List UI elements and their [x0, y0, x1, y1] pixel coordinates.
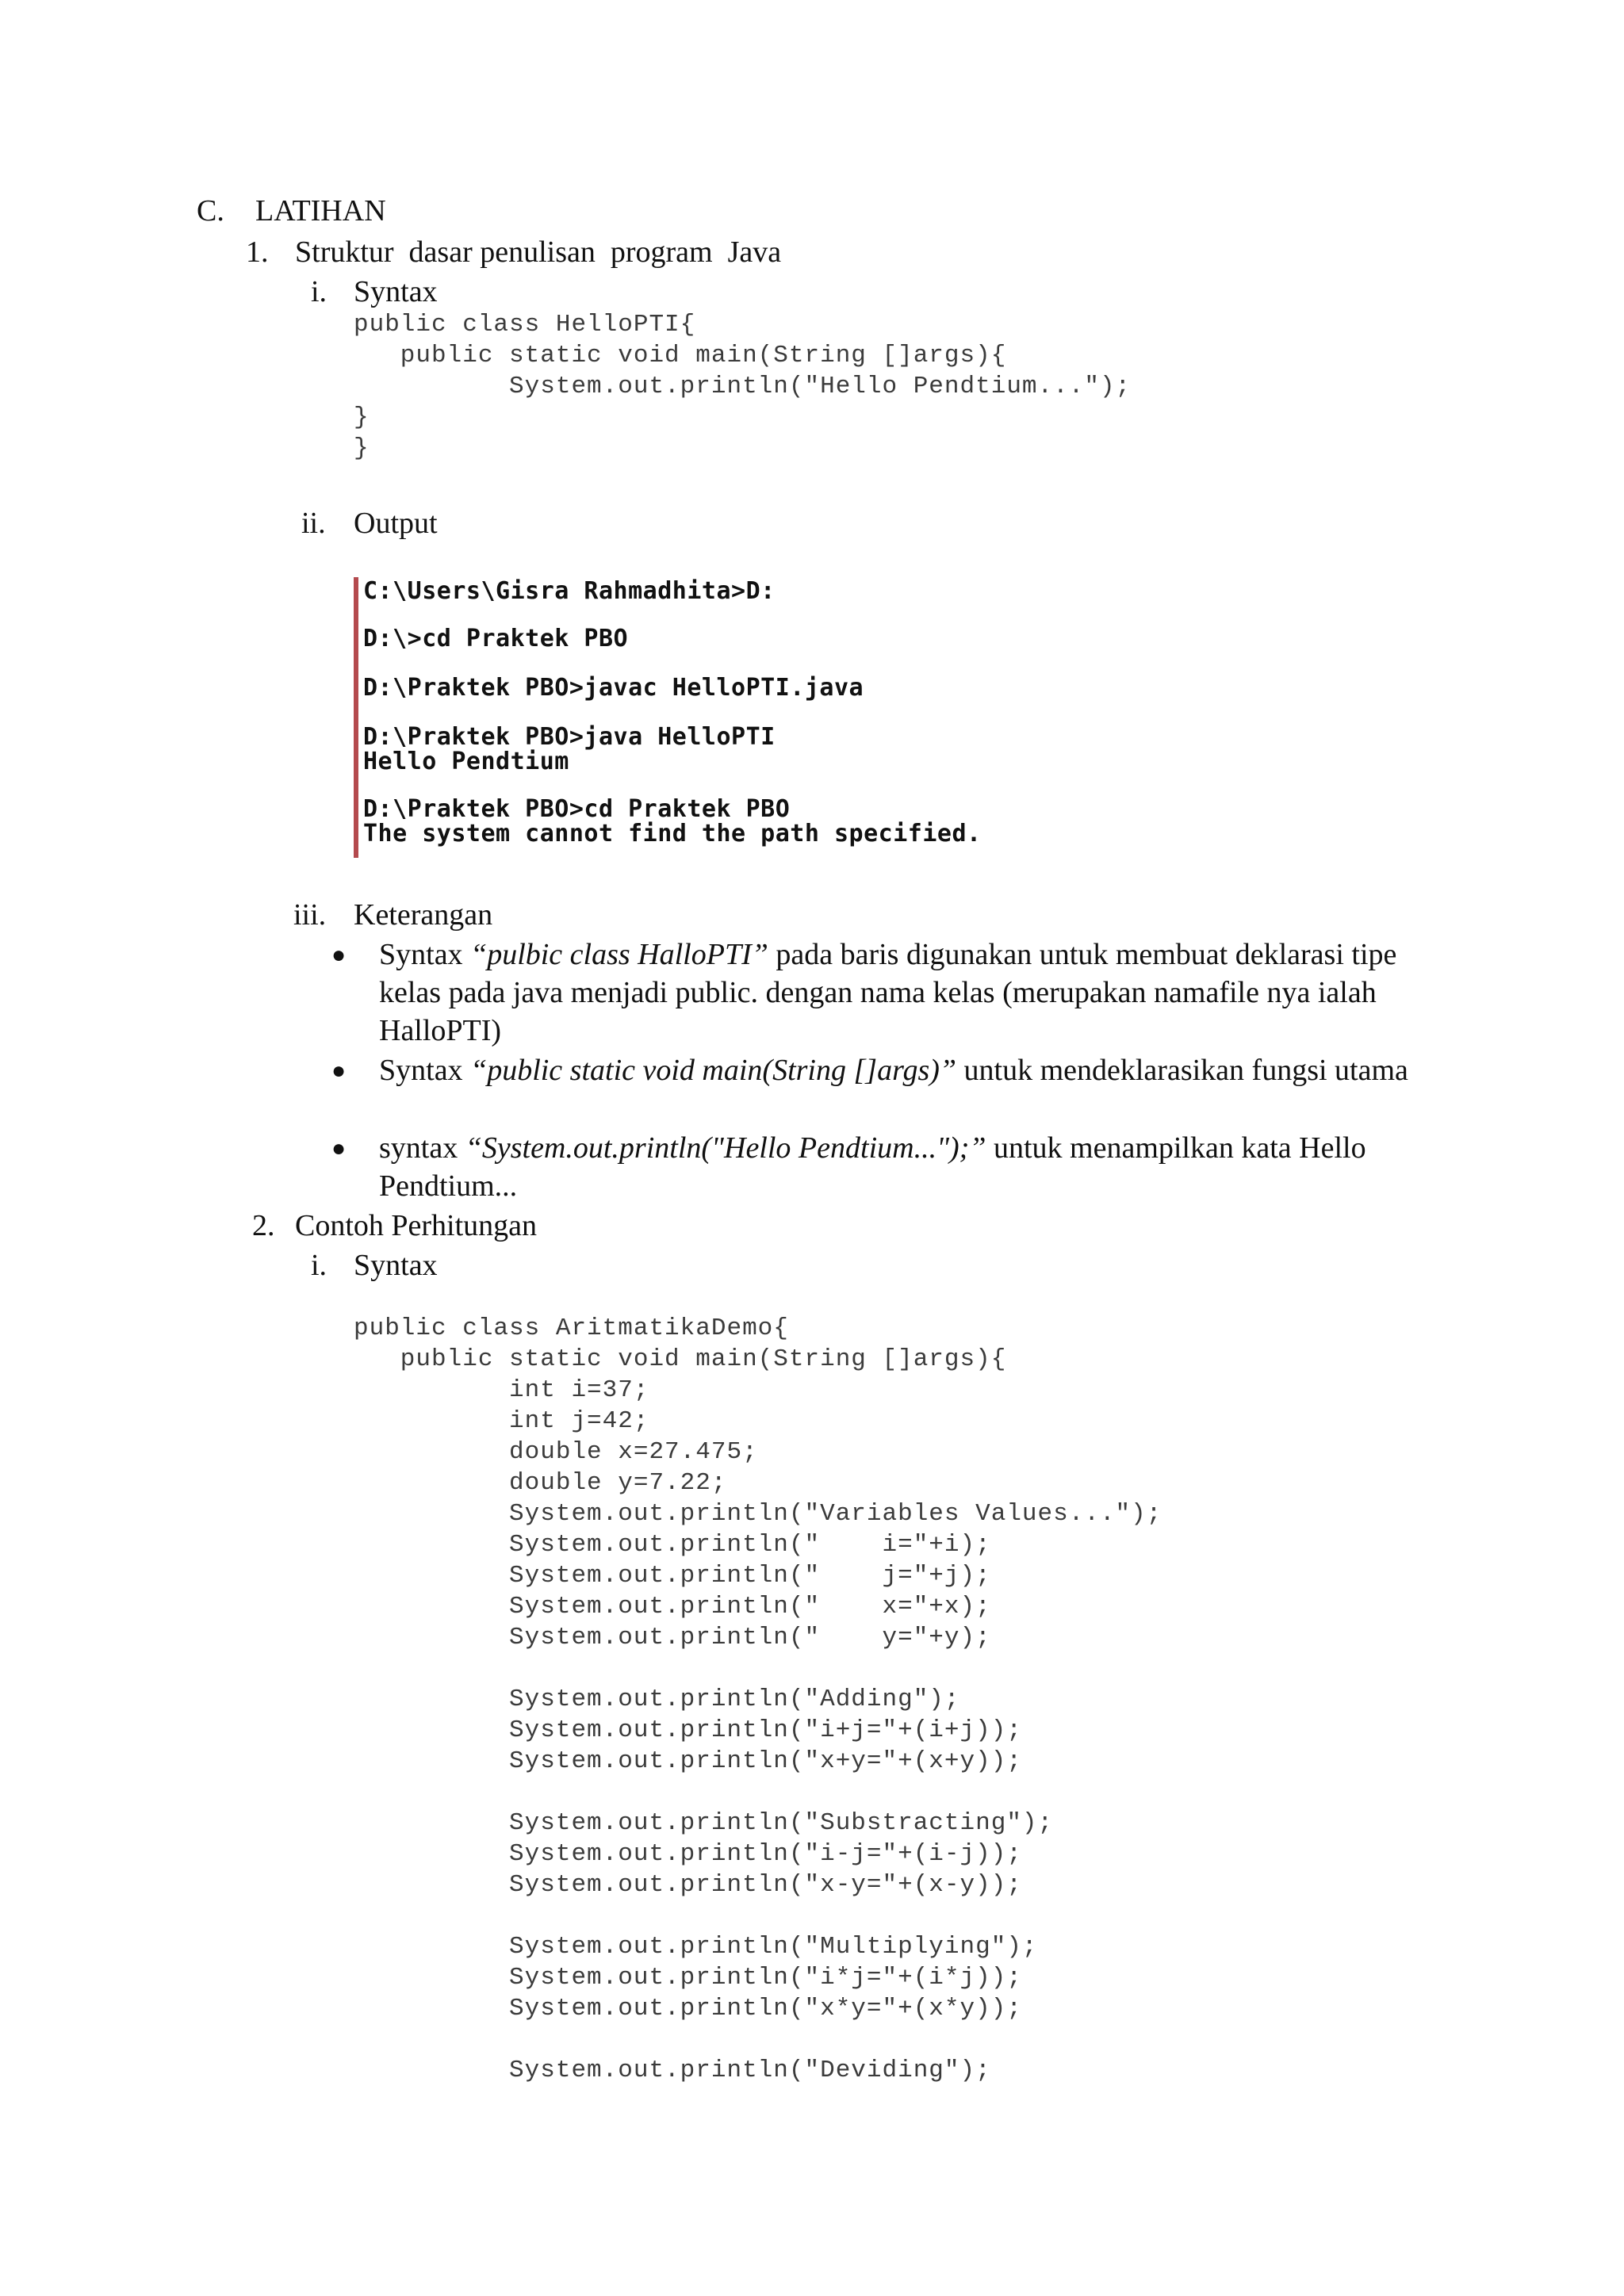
code-line: } — [354, 434, 370, 462]
code-line: public class HelloPTI{ — [354, 311, 696, 339]
item1-syntax-label: i. — [311, 275, 327, 308]
bullet-text: Syntax — [379, 938, 471, 971]
item2-title: Contoh Perhitungan — [295, 1209, 538, 1242]
code-line: public static void main(String []args){ — [354, 342, 1007, 369]
bullet-emphasis: “public static void main(String []args)” — [470, 1054, 957, 1087]
bullet-text: syntax — [379, 1131, 465, 1165]
code-line: int j=42; — [354, 1407, 649, 1435]
terminal-output-screenshot — [354, 577, 1040, 858]
code-line: public class AritmatikaDemo{ — [354, 1314, 789, 1342]
item2-number: 2. — [252, 1209, 275, 1242]
code-line: System.out.println("Deviding"); — [354, 2057, 991, 2084]
code-line: double x=27.475; — [354, 1438, 758, 1466]
code-line: System.out.println("x+y="+(x+y)); — [354, 1747, 1022, 1775]
code-line: System.out.println(" i="+i); — [354, 1531, 991, 1559]
code-line: } — [354, 404, 370, 431]
bullet-item — [379, 1051, 1426, 1089]
terminal-line: D:\Praktek PBO>cd Praktek PBO — [363, 795, 791, 823]
code-line: System.out.println(" x="+x); — [354, 1593, 991, 1621]
bullet-text: untuk menampilkan kata Hello Pendtium... — [379, 1131, 1366, 1203]
item1-number: 1. — [246, 235, 269, 269]
bullet-text: untuk mendeklarasikan fungsi utama — [956, 1054, 1408, 1087]
item1-keterangan-title: Keterangan — [354, 898, 493, 932]
item2-syntax-title: Syntax — [354, 1249, 438, 1282]
terminal-line: Hello Pendtium — [363, 748, 569, 775]
bullet-emphasis: “pulbic class HalloPTI” — [470, 938, 768, 971]
bullet-dot: ● — [331, 1135, 347, 1161]
item1-output-label: ii. — [301, 507, 326, 540]
code-line: System.out.println("Multiplying"); — [354, 1933, 1038, 1961]
bullet-dot: ● — [331, 942, 347, 968]
bullet-dot: ● — [331, 1058, 347, 1084]
code-line: System.out.println("Variables Values..."); — [354, 1500, 1162, 1528]
item2-syntax-label: i. — [311, 1249, 327, 1282]
item1-syntax-title: Syntax — [354, 275, 438, 308]
code-line: System.out.println(" y="+y); — [354, 1624, 991, 1651]
bullet-emphasis: “System.out.println("Hello Pendtium...");” — [465, 1131, 986, 1165]
code-line: System.out.println("Hello Pendtium..."); — [354, 373, 1132, 400]
code-line: int i=37; — [354, 1376, 649, 1404]
code-line: System.out.println("i+j="+(i+j)); — [354, 1716, 1022, 1744]
code-line: System.out.println("x*y="+(x*y)); — [354, 1995, 1022, 2022]
code-line: System.out.println("i-j="+(i-j)); — [354, 1840, 1022, 1868]
section-title: LATIHAN — [255, 194, 386, 228]
bullet-item — [379, 1129, 1410, 1205]
item1-keterangan-label: iii. — [293, 898, 327, 932]
terminal-line: D:\Praktek PBO>java HelloPTI — [363, 723, 776, 751]
code-line: System.out.println(" j="+j); — [354, 1562, 991, 1590]
item1-title: Struktur dasar penulisan program Java — [295, 235, 782, 269]
bullet-text: Syntax — [379, 1054, 471, 1087]
code-line: System.out.println("x-y="+(x-y)); — [354, 1871, 1022, 1899]
code-line: System.out.println("Adding"); — [354, 1686, 960, 1713]
bullet-item — [379, 936, 1442, 1050]
code-line: public static void main(String []args){ — [354, 1345, 1007, 1373]
terminal-line: D:\Praktek PBO>javac HelloPTI.java — [363, 674, 864, 702]
terminal-line: The system cannot find the path specified. — [363, 820, 982, 848]
code-line: System.out.println("Substracting"); — [354, 1809, 1054, 1837]
code-line: System.out.println("i*j="+(i*j)); — [354, 1964, 1022, 1992]
terminal-line: C:\Users\Gisra Rahmadhita>D: — [363, 577, 776, 605]
terminal-line: D:\>cd Praktek PBO — [363, 625, 629, 652]
item1-output-title: Output — [354, 507, 438, 540]
section-label: C. — [197, 194, 224, 228]
bullet-text: pada baris digunakan untuk membuat deklarasi tipe kelas pada java menjadi public. dengan nama kelas (merupakan namafile nya ialah HalloPTI) — [379, 938, 1397, 1047]
code-line: double y=7.22; — [354, 1469, 727, 1497]
